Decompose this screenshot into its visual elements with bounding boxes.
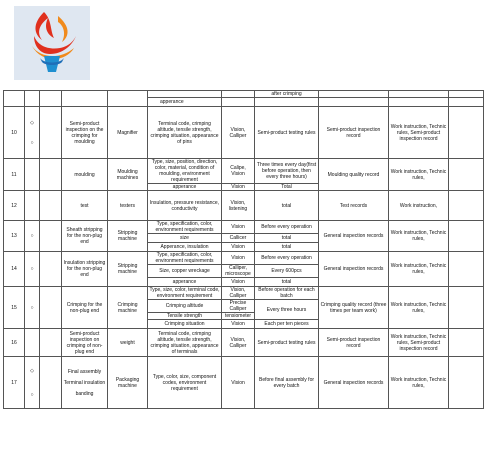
circle-mark-icon: ○ [25,287,40,329]
content-cell: Insulation, pressure resistance, conductivity [148,191,222,221]
frequency-cell: total [255,243,319,252]
frequency-cell: total [255,278,319,287]
table-row [4,287,484,300]
table-row [4,107,484,159]
diamond-mark-icon: ◇ [30,367,34,374]
equipment-cell: Stripping machine [108,252,148,287]
table-row [4,252,484,265]
tool-cell: Vision [222,252,255,265]
content-cell: Type, color, size, component codes, environment requirement [148,357,222,409]
process-mark-cell [25,107,40,159]
record-cell: Moulding quality record [319,159,389,191]
record-cell: Test records [319,191,389,221]
tool-cell: Calipe, Vision [222,159,255,184]
equipment-cell: Magnifier [108,107,148,159]
content-cell: Apperance, insulation [148,243,222,252]
row-number: 12 [4,191,25,221]
process-name: Semi-product inspection on crimping of non-plug end [62,329,108,357]
tool-cell: Vision, listening [222,191,255,221]
frequency-cell: Total [255,184,319,191]
row-number: 16 [4,329,25,357]
frequency-cell: Every three hours [255,300,319,320]
row-number: 17 [4,357,25,409]
table-row [4,329,484,357]
frequency-cell: total [255,234,319,243]
circle-mark-icon: ○ [25,221,40,252]
record-cell: General inspection records [319,357,389,409]
frequency-cell: Semi-product testing rules [255,329,319,357]
content-cell: Type, specification, color, environment requirements [148,252,222,265]
table-row [4,91,484,98]
method-cell: Work instruction, Technic rules, [389,357,449,409]
diamond-mark-icon: ◇ [30,119,34,126]
table-row [4,357,484,409]
row-number: 14 [4,252,25,287]
process-name: Sheath stripping for the non-plug end [62,221,108,252]
row-number: 10 [4,107,25,159]
record-cell: Semi-product inspection record [319,329,389,357]
method-cell: Work instruction, Technic rules, [389,221,449,252]
record-cell: General inspection records [319,252,389,287]
process-name: Crimping for the non-plug end [62,287,108,329]
table-row [4,191,484,221]
equipment-cell: Stripping machine [108,221,148,252]
row-number: 11 [4,159,25,191]
tool-cell: Calliper, microscope [222,265,255,278]
tool-cell: Vision, Calliper [222,107,255,159]
process-name-cell [62,357,108,409]
row-number: 15 [4,287,25,329]
equipment-cell: Moulding machines [108,159,148,191]
content-cell: Terminal code, crimping altitude, tensile strength, crimping situation, appearance of pins [148,107,222,159]
frequency-cell: Semi-product testing rules [255,107,319,159]
frequency-cell: Before final assembly for every batch [255,357,319,409]
circle-mark-icon: ○ [25,252,40,287]
frequency-cell: Three times every day(first before operation, then every three hours) [255,159,319,184]
process-control-table-container [3,90,483,409]
circle-mark-icon: ○ [30,391,34,398]
content-cell: Size, copper wreckage [148,265,222,278]
process-name: Final assembly [67,368,102,375]
method-cell: Work instruction, Technic rules, Semi-product inspection record [389,329,449,357]
tool-cell: Vision [222,184,255,191]
content-cell [148,91,222,98]
tool-cell: Vision [222,221,255,234]
content-cell: apperance [148,184,222,191]
frequency-cell: Before every operation [255,252,319,265]
table-row [4,221,484,234]
process-name: Terminal insulation [63,379,106,386]
equipment-cell: Crimping machine [108,287,148,329]
content-cell: Type, specification, color, environment requirements [148,221,222,234]
tool-cell: Vision, Calliper [222,287,255,300]
equipment-cell: Packaging machine [108,357,148,409]
content-cell: size [148,234,222,243]
tool-cell: tensiometer [222,313,255,320]
content-cell: apperance [148,98,222,107]
process-mark-cell [25,357,40,409]
record-cell: Semi-product inspection record [319,107,389,159]
frequency-cell: Before operation for each batch [255,287,319,300]
content-cell: Type, size, position, direction, color, material, condition of moulding, environment requirement [148,159,222,184]
method-cell: Work instruction, Technic rules, [389,287,449,329]
tool-cell: Vision [222,320,255,329]
method-cell: Work instruction, [389,191,449,221]
process-name: Insulation stripping for the non-plug end [62,252,108,287]
method-cell: Work instruction, Technic rules, [389,252,449,287]
table-row [4,159,484,184]
frequency-cell: after crimping [255,91,319,98]
row-number: 13 [4,221,25,252]
frequency-cell: total [255,191,319,221]
content-cell: Crimping situation [148,320,222,329]
tool-cell: Callicer [222,234,255,243]
content-cell: Crimping altitude [148,300,222,313]
process-name: test [62,191,108,221]
content-cell: Terminal code, crimping altitude, tensile strength, crimping situation, appearance of terminals [148,329,222,357]
circle-mark-icon: ○ [30,139,34,146]
tool-cell: Vision [222,357,255,409]
content-cell: Tensile strength [148,313,222,320]
equipment-cell: testers [108,191,148,221]
process-control-table [3,90,484,409]
record-cell: Crimping quality record (three times per team work) [319,287,389,329]
company-logo [14,6,90,80]
process-name: banding [75,390,94,397]
frequency-cell: Every 600pcs [255,265,319,278]
tool-cell: Vision [222,243,255,252]
method-cell: Work instruction, Technic rules, Semi-product inspection record [389,107,449,159]
flame-logo-icon [14,6,90,80]
process-name: moulding [62,159,108,191]
tool-cell: Vision, Calliper [222,329,255,357]
tool-cell: Vision [222,278,255,287]
method-cell: Work instruction, Technic rules, [389,159,449,191]
record-cell: General inspection records [319,221,389,252]
tool-cell: Precise Calliper [222,300,255,313]
content-cell: apperance [148,278,222,287]
content-cell: Type, size, color, terminal code, environment requirement [149,287,220,299]
equipment-cell: weight [108,329,148,357]
process-name: Semi-product inspection on the crimping for moulding [62,107,108,159]
frequency-cell: Each per ten pieces [255,320,319,329]
frequency-cell: Before every operation [255,221,319,234]
tool-cell [222,91,255,98]
